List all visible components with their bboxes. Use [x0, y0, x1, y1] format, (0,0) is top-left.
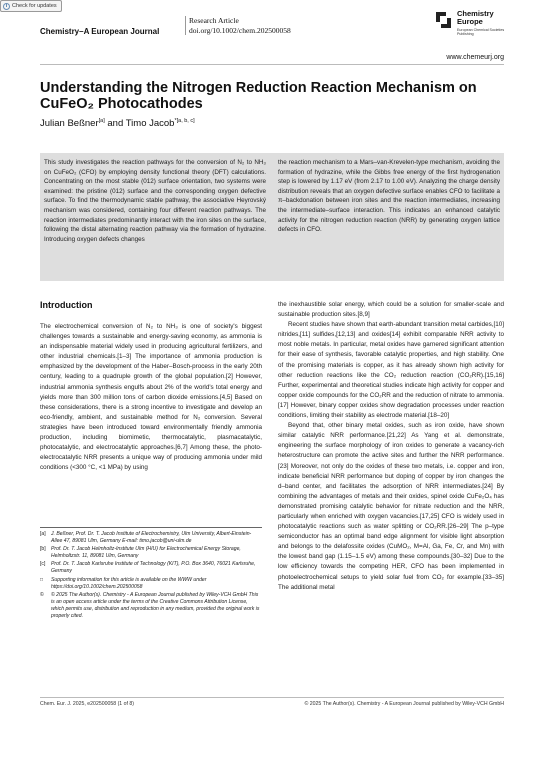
- body-right-column: [278, 300, 504, 593]
- footer-copyright: © 2025 The Author(s). Chemistry - A European Journal published by Wiley-VCH GmbH: [304, 701, 504, 707]
- update-icon: [3, 3, 10, 10]
- header-divider: [40, 64, 504, 65]
- journal-website-link[interactable]: www.chemeurj.org: [446, 54, 504, 61]
- journal-name: Chemistry–A European Journal: [40, 27, 160, 36]
- abstract-box: [40, 153, 504, 281]
- paragraph: The electrochemical conversion of N₂ to NH₃ is one of society's biggest challenges towards a sustainable and energy-saving economy, as ammonia is an indispensable material widely used in producing agricultural fertilizers, and other industrial chemicals.[1–3] The importance of ammonia production is emphasized by the development of the Haber–Bosch-process in the early 20th century, leading to a quadruple growth of the global population.[2] However, industrial ammonia synthesis engulfs about 2% of the world's total energy and yields more than 300 million tons of carbon dioxide emissions.[4,5] Based on these considerations, there is a strong incentive to investigate and develop an eco-friendly, ambient, and sustainable method for N₂ conversion. Several strategies have been introduced toward environmentally friendly ammonia production, including biomimetic, thermocatalytic, plasmacatalytic, photocatalytic, and electrocatalytic approaches.[6,7] Among these, the photo-electrocatalytic NRR presents a unique way of producing ammonia under mild conditions (<300 °C, <1 MPa) by using: [40, 323, 262, 472]
- abstract-left-column: This study investigates the reaction pathways for the conversion of N₂ to NH₃ on CuFeO₂ (CFO) by employing density functional theory (DFT) calculations. Concentrating on the most stable (012) surface orientation, two systems were examined: the pristine (012) surface and the corresponding oxygen defective surface. To find the thermodynamic stable pathway, the associative Heyrovský mechanism was considered, containing four different reaction pathways. The reaction intermediates predominantly interact with the iron sites on the surface, following the distal alternating reaction pathway via the formation of hydrazine. Introducing oxygen defects changes: [44, 159, 266, 243]
- affiliation-b: [b] Prof. Dr. T. Jacob Helmholtz-Institute Ulm (HIU) for Electrochemical Energy Storage, Helmholtzstr. 11, 89081 Ulm, Germany: [40, 546, 241, 560]
- paragraph: the inexhaustible solar energy, which could be a solution for smaller-scale and sustainable production sites.[8,9]: [278, 301, 504, 319]
- supporting-info-note[interactable]: □ Supporting information for this article is available on the WWW under https://doi.org/10.1002/chem.202500058: [40, 576, 207, 590]
- affiliations: [40, 531, 262, 621]
- logo-text: Chemistry Europe: [457, 9, 494, 26]
- article-title: Understanding the Nitrogen Reduction Reaction Mechanism on CuFeO₂ Photocathodes: [40, 80, 477, 112]
- doi-link[interactable]: doi.org/10.1002/chem.202500058: [189, 25, 291, 35]
- author-2[interactable]: Timo Jacob: [125, 118, 175, 130]
- body-left-column: [40, 322, 262, 473]
- footer-citation: Chem. Eur. J. 2025, e202500058 (1 of 8): [40, 701, 135, 707]
- chemistry-europe-mark-icon: [436, 12, 451, 28]
- affiliation-c: [c] Prof. Dr. T. Jacob Karlsruhe Institute of Technology (KIT), P.O. Box 3640, 76021 Karlsruhe, Germany: [40, 561, 256, 575]
- open-access-icon: ©: [40, 591, 44, 598]
- logo-subtitle: European Chemical Societies Publishing: [457, 28, 505, 37]
- article-header-meta: [185, 16, 291, 35]
- author-list: Julian Beßner[a] and Timo Jacob$^{*[a, b, c]}$: [40, 118, 195, 130]
- author-1[interactable]: Julian Beßner: [40, 118, 99, 130]
- footer-divider: [40, 697, 504, 698]
- abstract-right-column: the reaction mechanism to a Mars–van-Krevelen-type mechanism, avoiding the formation of hydrazine, while the Gibbs free energy of the first hydrogenation step is lowered by 1.17 eV (from 2.17 to 1.00 eV). Analyzing the charge density distribution reveals that an oxygen defective surface enables CFO to facilitate a π–backdonation between iron sites and the reaction intermediates, increasing the intermediate–surface interaction. This indicates an enhanced catalytic activity for the nitrogen reduction reaction (NRR) by generating oxygen lattice defects in CFO.: [278, 159, 500, 234]
- license-note: © © 2025 The Author(s). Chemistry - A European Journal published by Wiley-VCH GmbH This is an open access article under the terms of the Creative Commons Attribution License, which permits use, distribution and reproduction in any medium, provided the original work is properly cited.: [40, 591, 260, 620]
- check-for-updates-button[interactable]: [0, 0, 62, 12]
- paragraph: Recent studies have shown that earth-abundant transition metal carbides,[10] nitrides,[11] sulfides,[12,13] and oxides[14] exhibit comparable NRR activity to most noble metals. In particular, metal oxides have garnered significant attention for their ease of synthesis, favorable catalytic properties, and high stability. One of the promising materials is copper, as it has already shown high activity for other reduction reactions like the CO₂ reduction reaction (CO₂RR).[15,16] Further, experimental and theoretical studies indicate high activity for copper and copper oxide compounds for the CO₂RR and the reduction of nitrate to ammonia.[17] However, binary copper oxides show degradation processes under reaction conditions, limiting their stability as electrode material.[18–20]: [278, 321, 504, 420]
- check-for-updates-label: Check for updates: [12, 3, 57, 9]
- article-type: Research Article: [189, 16, 239, 25]
- chemistry-europe-logo: [436, 10, 516, 40]
- affiliation-a: [a] J. Beßner, Prof. Dr. T. Jacob Institute of Electrochemistry, Ulm University, Albert-Einstein-Allee 47, 89081 Ulm, Germany E-mail: timo.jacob@uni-ulm.de: [40, 531, 252, 545]
- section-heading-introduction: Introduction: [40, 300, 93, 310]
- affiliation-divider: [40, 527, 262, 528]
- paragraph: Beyond that, other binary metal oxides, such as iron oxide, have shown similar catalytic NRR performance.[21,22] As Yang et al. demonstrate, engineering the surface morphology of iron oxides to generate a vacancy-rich heterostructure can promote the active sites and further the NRR performance.[23] Moreover, not only do the oxides of these two metals, i.e. copper and iron, indicate beneficial NRR performance but doping of copper by iron changes the d–band center, and facilitates the adsorption of NRR intermediates.[24] By combining the advantages of metals and their oxides, spinel oxide CuFe₂O₄ has demonstrated promising catalytic behavior for nitrate reduction and the NRR, particularly when enriched with oxygen vacancies.[17,25] CFO is widely used in photocatalytic reactions such as water splitting or CO₂RR.[26–29] The p–type semiconductor has an optimal band edge alignment for visible light absorption and belongs to the delafossite oxides (CuMO₂, M=Al, Ga, Fe, Cr, and Mn) with the lowest band gap (1.15–1.5 eV) among these compounds.[30–32] Due to the low efficiency towards the competing HER, CFO has been implemented in photoelectrochemical setups to yield solar fuel from CO₂ for example.[33–35] The additional metal: [278, 422, 504, 591]
- supporting-info-icon: □: [40, 576, 44, 583]
